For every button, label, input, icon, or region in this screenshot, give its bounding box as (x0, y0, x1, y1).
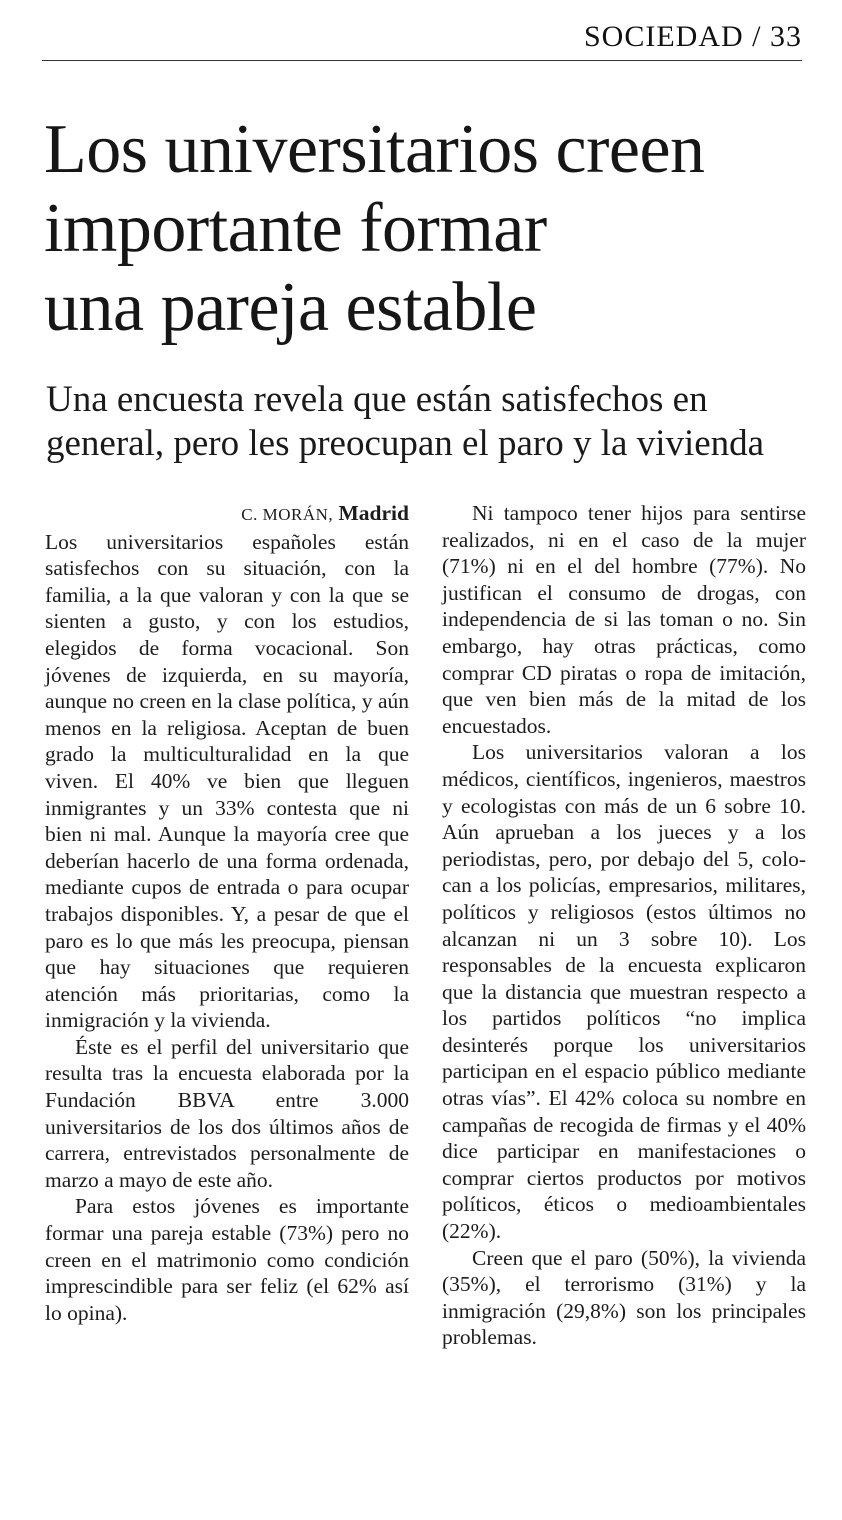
subheadline-line: general, pero les preocupan el paro y la vivienda (46, 423, 765, 464)
article-paragraph: Creen que el paro (50%), la vivienda (35%), el terrorismo (31%) y la inmigración (29,8%) son los principales problemas. (442, 1245, 806, 1350)
article-paragraph: Éste es el perfil del universitario que resulta tras la encuesta elaborada por la Fundación BBVA entre 3.000 universitarios de los dos últimos años de carrera, entrevistados personalmente de marzo a mayo de este año. (45, 1034, 409, 1192)
byline (45, 500, 409, 529)
article-paragraph: Ni tampoco tener hijos para sentirse realizados, ni en el caso de la mujer (71%) ni en el del hombre (77%). No justifican el consumo de drogas, con independencia de si las toman o no. Sin embargo, hay otras prácticas, como comprar CD piratas o ropa de imitación, que ven bien más de la mitad de los encuestados. (442, 501, 806, 738)
article-column-right (442, 500, 806, 1351)
subheadline (46, 378, 826, 466)
article-paragraph: Para estos jóvenes es importante formar una pareja estable (73%) pero no creen en el matrimonio como condición imprescindible para ser feliz (el 62% así lo opina). (45, 1194, 409, 1325)
article-paragraph: Los universitarios valoran a los médicos, científicos, ingenieros, maestros y ecologistas con más de un 6 sobre 10. Aún aprueban a los jueces y a los periodistas, pero, por debajo del 5, colocan a los policías, empresarios, militares, políticos y religiosos (estos últimos no alcanzan ni un 3 sobre 10). Los responsables de la encuesta explicaron que la distancia que muestran respecto a los partidos políticos “no implica desinterés porque los universitarios participan en el espacio público mediante otras vías”. El 42% coloca su nombre en campañas de recogida de firmas y el 40% dice participar en manifestaciones o comprar ciertos productos por motivos políticos, éticos o medioambientales (22%). (442, 740, 806, 1244)
headline-line: importante formar (44, 190, 547, 267)
header-rule (42, 60, 802, 61)
subheadline-line: Una encuesta revela que están satisfechos en (46, 379, 708, 420)
article-paragraph: Los universitarios españoles están satisfechos con su situación, con la familia, a la que valoran y con la que se sienten a gusto, y con los estudios, elegidos de forma vocacional. Son jóvenes de izquierda, en su mayoría, aunque no creen en la clase política, y aún menos en la religiosa. Aceptan de buen grado la multiculturalidad en la que viven. El 40% ve bien que lleguen inmigrantes y un 33% contesta que ni bien ni mal. Aunque la mayoría cree que deberían hacerlo de una forma ordenada, mediante cupos de entrada o para ocupar trabajos disponibles. Y, a pesar de que el paro es lo que más les preocupa, piensan que hay situaciones que requieren atención más prioritarias, como la inmigración y la vivienda. (45, 529, 409, 1033)
headline-line: una pareja estable (44, 269, 537, 346)
byline-city: Madrid (338, 501, 409, 525)
section-header: SOCIEDAD / 33 (583, 20, 802, 53)
headline-line: Los universitarios creen (44, 111, 705, 188)
byline-author: C. MORÁN, (241, 505, 334, 524)
headline (44, 110, 824, 347)
article-column-left (45, 500, 409, 1326)
